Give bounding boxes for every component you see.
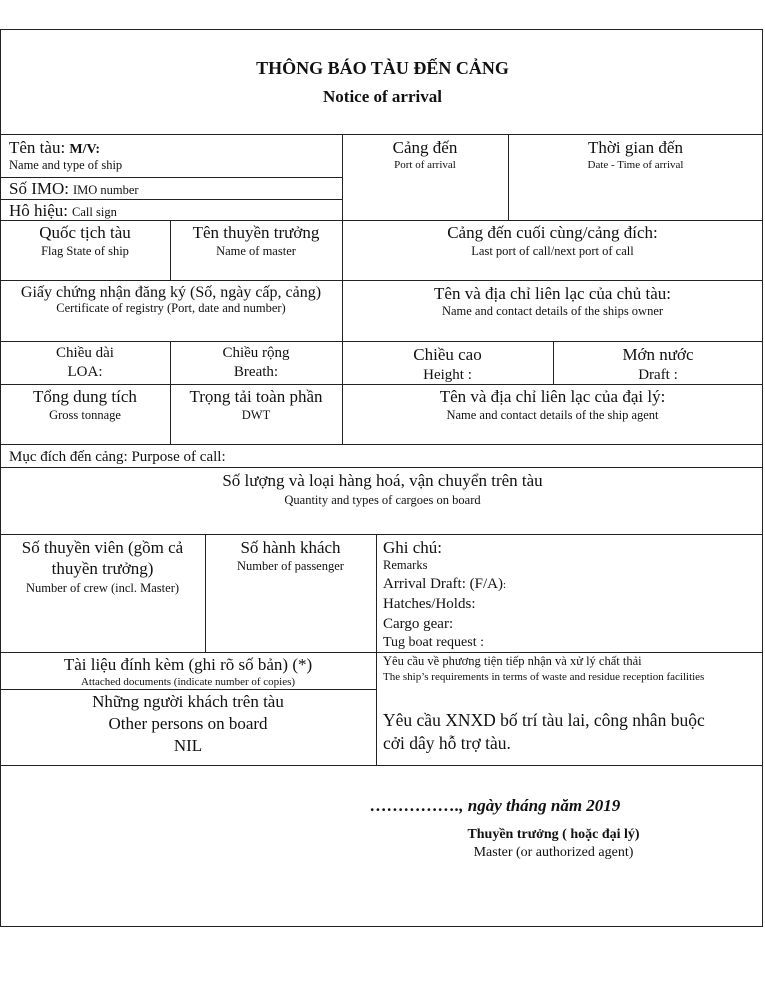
imo-label — [9, 180, 139, 199]
height-vi: Chiều cao — [413, 345, 482, 364]
cargo-gear-label: Cargo gear: — [383, 616, 454, 632]
divider — [0, 765, 763, 766]
flag-en: Flag State of ship — [41, 244, 129, 258]
registry-en: Certificate of registry (Port, date and number) — [56, 301, 286, 315]
agent-en: Name and contact details of the ship agent — [446, 408, 659, 422]
draft-vi: Mớn nước — [622, 345, 694, 364]
ship-name-en: Name and type of ship — [9, 158, 123, 172]
registry-vi: Giấy chứng nhận đăng ký (Số, ngày cấp, cảng) — [20, 284, 322, 301]
waste-vi: Yêu cầu về phương tiện tiếp nhận và xử lý chất thải — [383, 654, 642, 668]
crew-vi-line2: thuyền trưởng) — [51, 559, 154, 578]
cargo-en: Quantity and types of cargoes on board — [284, 493, 481, 507]
height-en: Height : — [423, 367, 472, 383]
remarks-vi: Ghi chú: — [383, 538, 443, 557]
master-vi: Tên thuyền trưởng — [192, 223, 320, 242]
port-arrival-vi: Cảng đến — [392, 138, 458, 157]
persons-en: Other persons on board — [108, 714, 268, 733]
last-port-vi: Cảng đến cuối cùng/cảng đích: — [447, 223, 658, 242]
ship-name-label — [9, 139, 100, 158]
last-port-en: Last port of call/next port of call — [471, 244, 634, 258]
ship-name-mv: M/V: — [69, 142, 101, 157]
agent-vi: Tên và địa chỉ liên lạc của đại lý: — [439, 387, 666, 406]
request-line1: Yêu cầu XNXD bố trí tàu lai, công nhân buộc — [383, 710, 705, 730]
divider — [0, 534, 763, 535]
divider — [376, 534, 377, 765]
owner-en: Name and contact details of the ships owner — [441, 304, 664, 318]
signature-role-vi: Thuyền trưởng ( hoặc đại lý) — [467, 827, 640, 842]
master-en: Name of master — [216, 244, 296, 258]
arrival-draft — [383, 576, 506, 593]
cargo-vi: Số lượng và loại hàng hoá, vận chuyển trên tàu — [222, 471, 543, 490]
divider — [0, 134, 763, 135]
divider — [0, 444, 763, 445]
divider — [0, 689, 376, 690]
request-line2: cởi dây hỗ trợ tàu. — [383, 733, 511, 753]
imo-en: IMO number — [72, 183, 139, 197]
callsign-label — [9, 202, 117, 221]
port-arrival-en: Port of arrival — [394, 159, 456, 171]
callsign-vi: Hô hiệu: — [9, 201, 69, 220]
length-en: LOA: — [67, 364, 103, 380]
arrival-draft-label: Arrival Draft: (F/A) — [383, 576, 503, 592]
ship-name-vi: Tên tàu: — [9, 138, 66, 157]
crew-en: Number of crew (incl. Master) — [25, 581, 180, 595]
arrival-time-en: Date - Time of arrival — [587, 159, 684, 171]
remarks-en: Remarks — [383, 558, 428, 572]
dwt-vi: Trọng tải toàn phần — [189, 387, 323, 406]
dwt-en: DWT — [241, 408, 271, 422]
persons-value: NIL — [173, 736, 203, 755]
signature-date: ……………., ngày tháng năm 2019 — [370, 796, 621, 815]
gross-vi: Tổng dung tích — [33, 387, 137, 406]
persons-vi: Những người khách trên tàu — [92, 692, 284, 711]
draft-en: Draft : — [638, 367, 678, 383]
hatches-label: Hatches/Holds: — [383, 596, 476, 612]
divider — [0, 341, 763, 342]
divider — [0, 652, 763, 653]
passenger-vi: Số hành khách — [240, 538, 341, 557]
purpose-label: Mục đích đến cảng: Purpose of call: — [9, 449, 226, 465]
divider — [0, 384, 763, 385]
divider — [0, 177, 342, 178]
passenger-en: Number of passenger — [237, 559, 344, 573]
owner-vi: Tên và địa chỉ liên lạc của chủ tàu: — [434, 284, 671, 303]
page-title: THÔNG BÁO TÀU ĐẾN CẢNG — [256, 58, 509, 78]
gross-en: Gross tonnage — [49, 408, 121, 422]
arrival-draft-suffix: : — [502, 579, 507, 591]
arrival-time-vi: Thời gian đến — [588, 138, 683, 157]
crew-vi-line1: Số thuyền viên (gồm cả — [21, 538, 184, 557]
imo-vi: Số IMO: — [9, 179, 69, 198]
signature-role-en: Master (or authorized agent) — [473, 845, 634, 860]
callsign-en: Call sign — [72, 205, 117, 219]
page-subtitle: Notice of arrival — [323, 87, 442, 106]
breadth-vi: Chiều rộng — [222, 345, 290, 361]
tug-request-label: Tug boat request : — [383, 635, 484, 650]
divider — [0, 199, 342, 200]
documents-en: Attached documents (indicate number of copies) — [80, 676, 296, 688]
documents-vi: Tài liệu đính kèm (ghi rõ số bản) (*) — [63, 655, 313, 674]
waste-en: The ship’s requirements in terms of waste and residue reception facilities — [383, 671, 705, 683]
breadth-en: Breath: — [233, 364, 279, 380]
flag-vi: Quốc tịch tàu — [39, 223, 131, 242]
divider — [0, 280, 763, 281]
divider — [0, 467, 763, 468]
length-vi: Chiều dài — [56, 345, 114, 361]
